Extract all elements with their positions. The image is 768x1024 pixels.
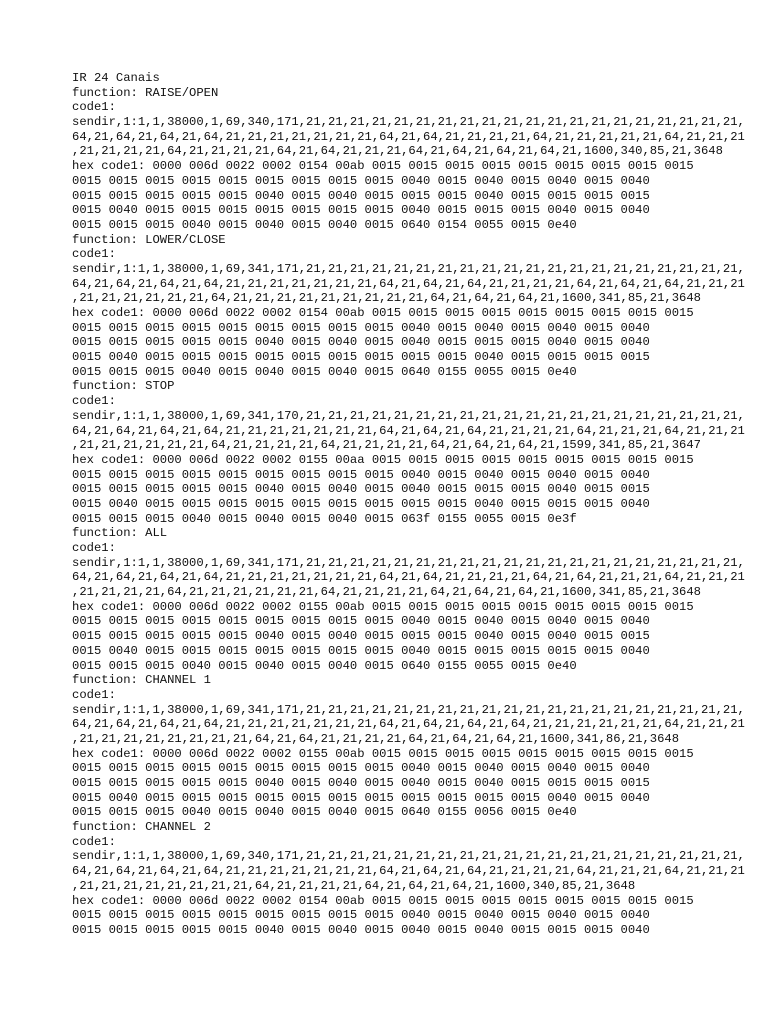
document-line: 64,21,64,21,64,21,64,21,21,21,21,21,21,21,64,21,64,21,64,21,64,21,21,21,21,21,21,64,21,21,21: [72, 717, 745, 732]
document-line: 0015 0015 0015 0015 0015 0015 0015 0015 0015 0040 0015 0040 0015 0040 0015 0040: [72, 614, 650, 629]
document-title: IR 24 Canais: [72, 71, 160, 85]
document-line: 64,21,64,21,64,21,64,21,21,21,21,21,21,21,64,21,64,21,64,21,21,21,21,64,21,21,21,64,21,21,21: [72, 423, 745, 438]
document-line: ,21,21,21,21,21,21,64,21,21,21,21,21,21,21,21,21,64,21,64,21,64,21,1600,341,85,21,3648: [72, 291, 701, 306]
document-line: code1:: [72, 834, 116, 849]
document-line: 0015 0040 0015 0015 0015 0015 0015 0015 0015 0015 0015 0040 0015 0015 0015 0015: [72, 350, 650, 365]
document-line: 0015 0040 0015 0015 0015 0015 0015 0015 0015 0015 0015 0015 0015 0040 0015 0040: [72, 790, 650, 805]
document-line: sendir,1:1,1,38000,1,69,340,171,21,21,21,21,21,21,21,21,21,21,21,21,21,21,21,21,21,21,21,21,: [72, 115, 745, 130]
document-line: 0015 0015 0015 0015 0015 0015 0015 0015 0015 0040 0015 0040 0015 0040 0015 0040: [72, 761, 650, 776]
document-line: function: CHANNEL 1: [72, 673, 211, 688]
document-line: hex code1: 0000 006d 0022 0002 0154 00ab 0015 0015 0015 0015 0015 0015 0015 0015 0015: [72, 893, 694, 908]
document-line: 0015 0015 0015 0015 0015 0040 0015 0040 0015 0040 0015 0015 0015 0040 0015 0040: [72, 335, 650, 350]
document-line: 0015 0015 0015 0015 0015 0040 0015 0040 0015 0015 0015 0040 0015 0040 0015 0015: [72, 629, 650, 644]
document-line: 0015 0015 0015 0040 0015 0040 0015 0040 0015 0640 0155 0055 0015 0e40: [72, 658, 577, 673]
document-line: function: STOP: [72, 379, 175, 394]
document-line: code1:: [72, 541, 116, 555]
document-line: hex code1: 0000 006d 0022 0002 0155 00ab 0015 0015 0015 0015 0015 0015 0015 0015 0015: [72, 599, 694, 614]
document-line: 0015 0040 0015 0015 0015 0015 0015 0015 0015 0040 0015 0015 0015 0015 0015 0040: [72, 643, 650, 658]
document-line: sendir,1:1,1,38000,1,69,341,171,21,21,21,21,21,21,21,21,21,21,21,21,21,21,21,21,21,21,21,21,: [72, 261, 745, 276]
document-page: [72, 71, 745, 938]
document-line: 0015 0015 0015 0015 0015 0015 0015 0015 0015 0040 0015 0040 0015 0040 0015 0040: [72, 467, 650, 482]
document-line: 0015 0015 0015 0015 0015 0040 0015 0040 0015 0040 0015 0040 0015 0015 0015 0015: [72, 776, 650, 790]
document-line: ,21,21,21,21,64,21,21,21,21,21,21,64,21,21,21,21,64,21,64,21,64,21,1600,341,85,21,3648: [72, 585, 701, 600]
document-line: function: LOWER/CLOSE: [72, 232, 226, 247]
document-line: code1:: [72, 687, 116, 702]
document-line: sendir,1:1,1,38000,1,69,341,171,21,21,21,21,21,21,21,21,21,21,21,21,21,21,21,21,21,21,21,21,: [72, 702, 745, 717]
document-line: 64,21,64,21,64,21,64,21,21,21,21,21,21,21,64,21,64,21,21,21,21,64,21,21,21,21,21,64,21,21,21: [72, 129, 745, 144]
document-line: 0015 0015 0015 0015 0015 0015 0015 0015 0015 0040 0015 0040 0015 0040 0015 0040: [72, 908, 650, 923]
document-line: sendir,1:1,1,38000,1,69,341,171,21,21,21,21,21,21,21,21,21,21,21,21,21,21,21,21,21,21,21,21,: [72, 555, 745, 570]
document-line: hex code1: 0000 006d 0022 0002 0154 00ab 0015 0015 0015 0015 0015 0015 0015 0015 0015: [72, 306, 694, 320]
document-line: hex code1: 0000 006d 0022 0002 0154 00ab 0015 0015 0015 0015 0015 0015 0015 0015 0015: [72, 159, 694, 174]
document-line: 0015 0040 0015 0015 0015 0015 0015 0015 0015 0015 0015 0040 0015 0015 0015 0040: [72, 496, 650, 511]
document-line: ,21,21,21,21,21,21,21,21,64,21,64,21,21,21,21,64,21,64,21,64,21,1600,341,86,21,3648: [72, 731, 680, 746]
document-line: hex code1: 0000 006d 0022 0002 0155 00aa 0015 0015 0015 0015 0015 0015 0015 0015 0015: [72, 452, 694, 467]
document-line: 0015 0015 0015 0015 0015 0015 0015 0015 0015 0040 0015 0040 0015 0040 0015 0040: [72, 173, 650, 188]
document-line: 0015 0040 0015 0015 0015 0015 0015 0015 0015 0040 0015 0015 0015 0040 0015 0040: [72, 203, 650, 218]
document-line: function: CHANNEL 2: [72, 820, 211, 835]
document-line: ,21,21,21,21,64,21,21,21,21,64,21,64,21,21,21,64,21,64,21,64,21,64,21,1600,340,85,21,3648: [72, 144, 723, 159]
document-line: 0015 0015 0015 0015 0015 0040 0015 0040 0015 0040 0015 0015 0015 0040 0015 0015: [72, 482, 650, 497]
document-line: 0015 0015 0015 0015 0015 0040 0015 0040 0015 0015 0015 0040 0015 0015 0015 0015: [72, 188, 650, 203]
document-line: 64,21,64,21,64,21,64,21,21,21,21,21,21,21,64,21,64,21,64,21,21,21,21,64,21,21,21,64,21,21,21: [72, 864, 745, 879]
document-line: 0015 0015 0015 0040 0015 0040 0015 0040 0015 0640 0154 0055 0015 0e40: [72, 217, 577, 232]
document-line: ,21,21,21,21,21,21,21,21,64,21,21,21,21,64,21,64,21,64,21,1600,340,85,21,3648: [72, 878, 636, 893]
document-line: 0015 0015 0015 0015 0015 0040 0015 0040 0015 0040 0015 0040 0015 0015 0015 0040: [72, 922, 650, 937]
document-line: sendir,1:1,1,38000,1,69,341,170,21,21,21,21,21,21,21,21,21,21,21,21,21,21,21,21,21,21,21,21,: [72, 408, 745, 423]
document-line: hex code1: 0000 006d 0022 0002 0155 00ab 0015 0015 0015 0015 0015 0015 0015 0015 0015: [72, 746, 694, 761]
document-line: function: ALL: [72, 526, 168, 541]
document-line: 0015 0015 0015 0040 0015 0040 0015 0040 0015 063f 0155 0055 0015 0e3f: [72, 511, 577, 526]
document-line: 0015 0015 0015 0015 0015 0015 0015 0015 0015 0040 0015 0040 0015 0040 0015 0040: [72, 320, 650, 335]
document-line: 64,21,64,21,64,21,64,21,21,21,21,21,21,21,64,21,64,21,21,21,21,64,21,64,21,21,21,64,21,21,21: [72, 570, 745, 585]
document-line: 64,21,64,21,64,21,64,21,21,21,21,21,21,21,64,21,64,21,64,21,21,21,21,64,21,64,21,64,21,21,21: [72, 276, 745, 291]
document-line: function: RAISE/OPEN: [72, 85, 219, 100]
document-line: 0015 0015 0015 0040 0015 0040 0015 0040 0015 0640 0155 0055 0015 0e40: [72, 364, 577, 379]
document-line: code1:: [72, 100, 116, 115]
document-line: sendir,1:1,1,38000,1,69,340,171,21,21,21,21,21,21,21,21,21,21,21,21,21,21,21,21,21,21,21,21,: [72, 849, 745, 864]
document-line: ,21,21,21,21,21,21,64,21,21,21,21,64,21,21,21,21,64,21,64,21,64,21,1599,341,85,21,3647: [72, 438, 701, 453]
document-line: 0015 0015 0015 0040 0015 0040 0015 0040 0015 0640 0155 0056 0015 0e40: [72, 805, 577, 820]
document-line: code1:: [72, 394, 116, 409]
document-line: code1:: [72, 247, 116, 262]
